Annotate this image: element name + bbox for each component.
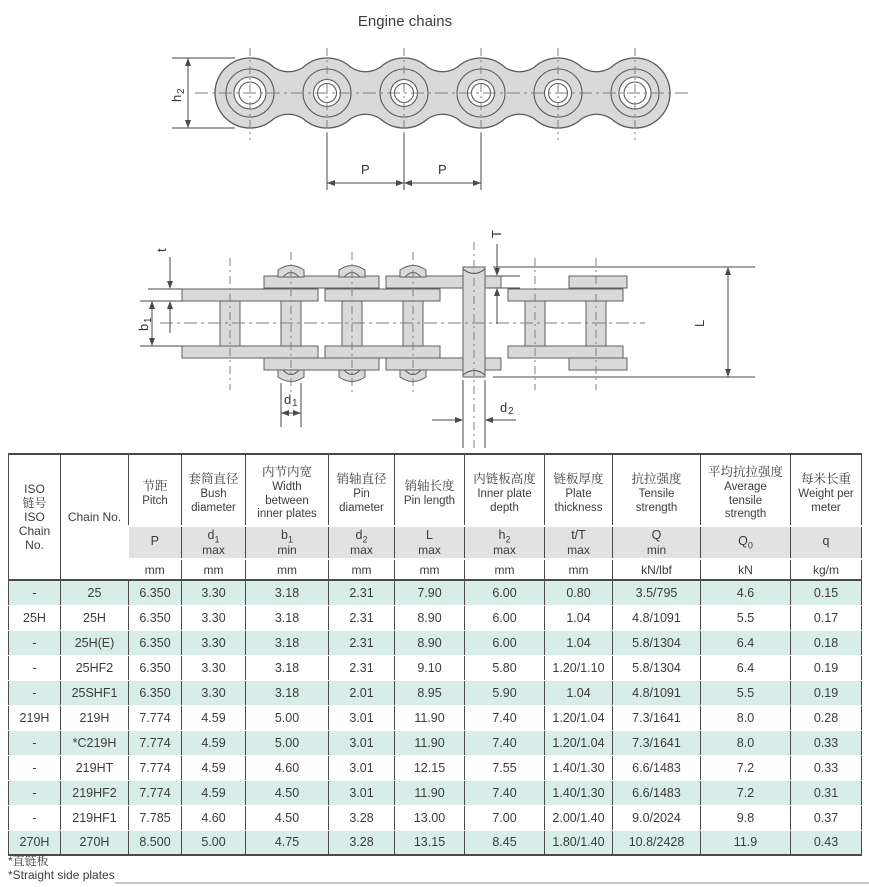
cell: 5.8/1304 xyxy=(613,655,701,680)
svg-text:2: 2 xyxy=(176,88,187,94)
table-row xyxy=(9,680,862,705)
cell: 219H xyxy=(61,705,129,730)
cell: 25 xyxy=(61,580,129,605)
cell: 25H xyxy=(61,605,129,630)
table-header xyxy=(9,454,862,580)
cell: 7.3/1641 xyxy=(613,705,701,730)
cell: 0.43 xyxy=(791,830,862,855)
cell: 8.45 xyxy=(465,830,545,855)
cell: 5.90 xyxy=(465,680,545,705)
cell: 3.28 xyxy=(329,830,395,855)
cell: 7.00 xyxy=(465,805,545,830)
col-unit-3: mm xyxy=(329,559,395,580)
cell: 4.8/1091 xyxy=(613,680,701,705)
cell: 6.6/1483 xyxy=(613,755,701,780)
cell: 1.04 xyxy=(545,605,613,630)
cell: 9.10 xyxy=(395,655,465,680)
cell: 1.20/1.04 xyxy=(545,730,613,755)
footnotes xyxy=(8,855,115,883)
col-header-8: 平均抗拉强度 Average tensile strength xyxy=(701,454,791,526)
cell: 1.40/1.30 xyxy=(545,780,613,805)
col-header-7: 抗拉强度 Tensile strength xyxy=(613,454,701,526)
chain-side-view xyxy=(169,48,692,190)
cell: 1.40/1.30 xyxy=(545,755,613,780)
cell: 6.350 xyxy=(129,605,182,630)
cell: 4.75 xyxy=(246,830,329,855)
cell: 0.33 xyxy=(791,730,862,755)
cell: 6.350 xyxy=(129,580,182,605)
col-header-3: 销轴直径 Pin diameter xyxy=(329,454,395,526)
cell: 25H xyxy=(9,605,61,630)
cell: 8.95 xyxy=(395,680,465,705)
svg-text:1: 1 xyxy=(143,317,154,323)
col-header-0: 节距 Pitch xyxy=(129,454,182,526)
svg-text:1: 1 xyxy=(292,398,298,409)
cell: 5.5 xyxy=(701,680,791,705)
col-symbol-7: Q min xyxy=(613,526,701,559)
col-header-iso-chain-no: ISO 链号 ISO Chain No. xyxy=(9,454,61,580)
cell: 7.3/1641 xyxy=(613,730,701,755)
pitch-label-left: P xyxy=(361,162,370,177)
cell: 6.00 xyxy=(465,580,545,605)
col-unit-2: mm xyxy=(246,559,329,580)
cell: 11.90 xyxy=(395,705,465,730)
footnote-en: *Straight side plates xyxy=(8,867,115,882)
chain-spec-table xyxy=(8,453,862,856)
cell: 4.50 xyxy=(246,805,329,830)
T-label: T xyxy=(489,230,504,238)
col-header-chain-no: Chain No. xyxy=(61,454,129,580)
cell: 9.8 xyxy=(701,805,791,830)
dim-label-b1 xyxy=(136,317,154,331)
cell: - xyxy=(9,755,61,780)
col-symbol-4: L max xyxy=(395,526,465,559)
cell: - xyxy=(9,655,61,680)
cell: 6.4 xyxy=(701,655,791,680)
cell: 1.80/1.40 xyxy=(545,830,613,855)
cell: 13.00 xyxy=(395,805,465,830)
cell: 219H xyxy=(9,705,61,730)
cell: - xyxy=(9,630,61,655)
bottom-rule xyxy=(115,882,869,884)
cell: 3.18 xyxy=(246,630,329,655)
cell: 8.0 xyxy=(701,705,791,730)
cell: 25H(E) xyxy=(61,630,129,655)
cell: - xyxy=(9,805,61,830)
cell: 2.01 xyxy=(329,680,395,705)
cell: 3.30 xyxy=(182,605,246,630)
col-header-6: 链板厚度 Plate thickness xyxy=(545,454,613,526)
cell: 5.80 xyxy=(465,655,545,680)
table-row xyxy=(9,780,862,805)
cell: 6.00 xyxy=(465,630,545,655)
cell: 1.04 xyxy=(545,680,613,705)
cell: 3.5/795 xyxy=(613,580,701,605)
cell: 270H xyxy=(9,830,61,855)
col-symbol-2: $b_1$ min xyxy=(246,526,329,559)
cell: 11.9 xyxy=(701,830,791,855)
cell: 3.01 xyxy=(329,755,395,780)
cell: 4.8/1091 xyxy=(613,605,701,630)
cell: 0.19 xyxy=(791,680,862,705)
cell: 0.18 xyxy=(791,630,862,655)
cell: 0.19 xyxy=(791,655,862,680)
dim-label-h2 xyxy=(169,88,187,102)
cell: 270H xyxy=(61,830,129,855)
table-body xyxy=(9,580,862,855)
cell: 4.60 xyxy=(182,805,246,830)
cell: 3.18 xyxy=(246,680,329,705)
col-unit-6: mm xyxy=(545,559,613,580)
cell: 2.00/1.40 xyxy=(545,805,613,830)
table-row xyxy=(9,755,862,780)
dimension-b1 xyxy=(136,301,182,346)
col-unit-8: kN xyxy=(701,559,791,580)
col-symbol-3: $d_2$ max xyxy=(329,526,395,559)
cell: 12.15 xyxy=(395,755,465,780)
cell: 25SHF1 xyxy=(61,680,129,705)
cell: 4.59 xyxy=(182,780,246,805)
col-symbol-5: $h_2$ max xyxy=(465,526,545,559)
cell: 7.2 xyxy=(701,755,791,780)
table-row xyxy=(9,630,862,655)
table-row xyxy=(9,580,862,605)
dimension-d1 xyxy=(281,383,301,427)
cell: 4.50 xyxy=(246,780,329,805)
cell: 219HF2 xyxy=(61,780,129,805)
table-row xyxy=(9,605,862,630)
cell: 7.785 xyxy=(129,805,182,830)
col-header-4: 销轴长度 Pin length xyxy=(395,454,465,526)
cell: - xyxy=(9,730,61,755)
d2-label: d xyxy=(500,400,508,415)
col-header-5: 内链板高度 Inner plate depth xyxy=(465,454,545,526)
cell: 8.90 xyxy=(395,630,465,655)
cell: 5.8/1304 xyxy=(613,630,701,655)
col-symbol-6: t/T max xyxy=(545,526,613,559)
cell: 3.30 xyxy=(182,655,246,680)
cell: 8.0 xyxy=(701,730,791,755)
pitch-label-right: P xyxy=(438,162,447,177)
cell: 3.30 xyxy=(182,680,246,705)
col-header-1: 套筒直径 Bush diameter xyxy=(182,454,246,526)
cell: 3.18 xyxy=(246,605,329,630)
cell: 7.774 xyxy=(129,705,182,730)
cell: 2.31 xyxy=(329,605,395,630)
cell: 0.37 xyxy=(791,805,862,830)
cell: - xyxy=(9,580,61,605)
cell: 3.18 xyxy=(246,580,329,605)
table-row xyxy=(9,730,862,755)
dimension-pitch xyxy=(327,133,481,190)
svg-text:2: 2 xyxy=(508,406,514,417)
t-label: t xyxy=(154,248,169,252)
col-unit-1: mm xyxy=(182,559,246,580)
cell: 2.31 xyxy=(329,630,395,655)
cell: 3.01 xyxy=(329,730,395,755)
cell: 0.31 xyxy=(791,780,862,805)
col-symbol-0: P xyxy=(129,526,182,559)
L-label: L xyxy=(692,319,707,327)
cell: 0.33 xyxy=(791,755,862,780)
b1-label: b xyxy=(136,323,151,331)
cell: 7.2 xyxy=(701,780,791,805)
cell: 6.350 xyxy=(129,655,182,680)
cell: 10.8/2428 xyxy=(613,830,701,855)
cell: 1.20/1.04 xyxy=(545,705,613,730)
cell: 2.31 xyxy=(329,580,395,605)
cell: 3.18 xyxy=(246,655,329,680)
cell: 0.80 xyxy=(545,580,613,605)
cell: 4.59 xyxy=(182,705,246,730)
cell: 7.774 xyxy=(129,755,182,780)
cell: 219HT xyxy=(61,755,129,780)
cell: 5.5 xyxy=(701,605,791,630)
col-header-9: 每米长重 Weight per meter xyxy=(791,454,862,526)
col-symbol-9: q xyxy=(791,526,862,559)
cell: 0.17 xyxy=(791,605,862,630)
cell: 3.30 xyxy=(182,630,246,655)
cell: 25HF2 xyxy=(61,655,129,680)
d1-label: d xyxy=(284,392,292,407)
cell: 5.00 xyxy=(246,705,329,730)
cell: 3.28 xyxy=(329,805,395,830)
cell: 9.0/2024 xyxy=(613,805,701,830)
cell: 11.90 xyxy=(395,780,465,805)
cell: - xyxy=(9,680,61,705)
table-row xyxy=(9,655,862,680)
col-unit-5: mm xyxy=(465,559,545,580)
table-row xyxy=(9,705,862,730)
table-row xyxy=(9,805,862,830)
col-unit-7: kN/lbf xyxy=(613,559,701,580)
cell: 5.00 xyxy=(182,830,246,855)
table-row xyxy=(9,830,862,855)
cell: 6.350 xyxy=(129,630,182,655)
cell: 1.04 xyxy=(545,630,613,655)
page-title: Engine chains xyxy=(357,13,453,30)
col-header-2: 内节内宽 Width between inner plates xyxy=(246,454,329,526)
cell: 3.30 xyxy=(182,580,246,605)
cell: 0.28 xyxy=(791,705,862,730)
cell: 7.40 xyxy=(465,730,545,755)
cell: 5.00 xyxy=(246,730,329,755)
cell: 6.4 xyxy=(701,630,791,655)
cell: 13.15 xyxy=(395,830,465,855)
cell: 4.59 xyxy=(182,730,246,755)
cell: - xyxy=(9,780,61,805)
cell: 6.350 xyxy=(129,680,182,705)
col-unit-4: mm xyxy=(395,559,465,580)
cell: 8.500 xyxy=(129,830,182,855)
cell: 4.6 xyxy=(701,580,791,605)
chain-plan-view xyxy=(136,230,755,452)
cell: 7.40 xyxy=(465,780,545,805)
cell: 7.774 xyxy=(129,780,182,805)
col-unit-9: kg/m xyxy=(791,559,862,580)
cell: *C219H xyxy=(61,730,129,755)
col-symbol-8: $Q_0$ xyxy=(701,526,791,559)
cell: 219HF1 xyxy=(61,805,129,830)
col-unit-0: mm xyxy=(129,559,182,580)
cell: 2.31 xyxy=(329,655,395,680)
cell: 7.40 xyxy=(465,705,545,730)
cell: 7.90 xyxy=(395,580,465,605)
cell: 4.60 xyxy=(246,755,329,780)
cell: 7.55 xyxy=(465,755,545,780)
cell: 11.90 xyxy=(395,730,465,755)
cell: 3.01 xyxy=(329,780,395,805)
footnote-cn: *直链板 xyxy=(8,854,49,868)
cell: 1.20/1.10 xyxy=(545,655,613,680)
cell: 6.00 xyxy=(465,605,545,630)
h2-label: h xyxy=(169,94,184,102)
col-symbol-1: $d_1$ max xyxy=(182,526,246,559)
cell: 6.6/1483 xyxy=(613,780,701,805)
cell: 3.01 xyxy=(329,705,395,730)
cell: 7.774 xyxy=(129,730,182,755)
cell: 4.59 xyxy=(182,755,246,780)
cell: 0.15 xyxy=(791,580,862,605)
cell: 8.90 xyxy=(395,605,465,630)
